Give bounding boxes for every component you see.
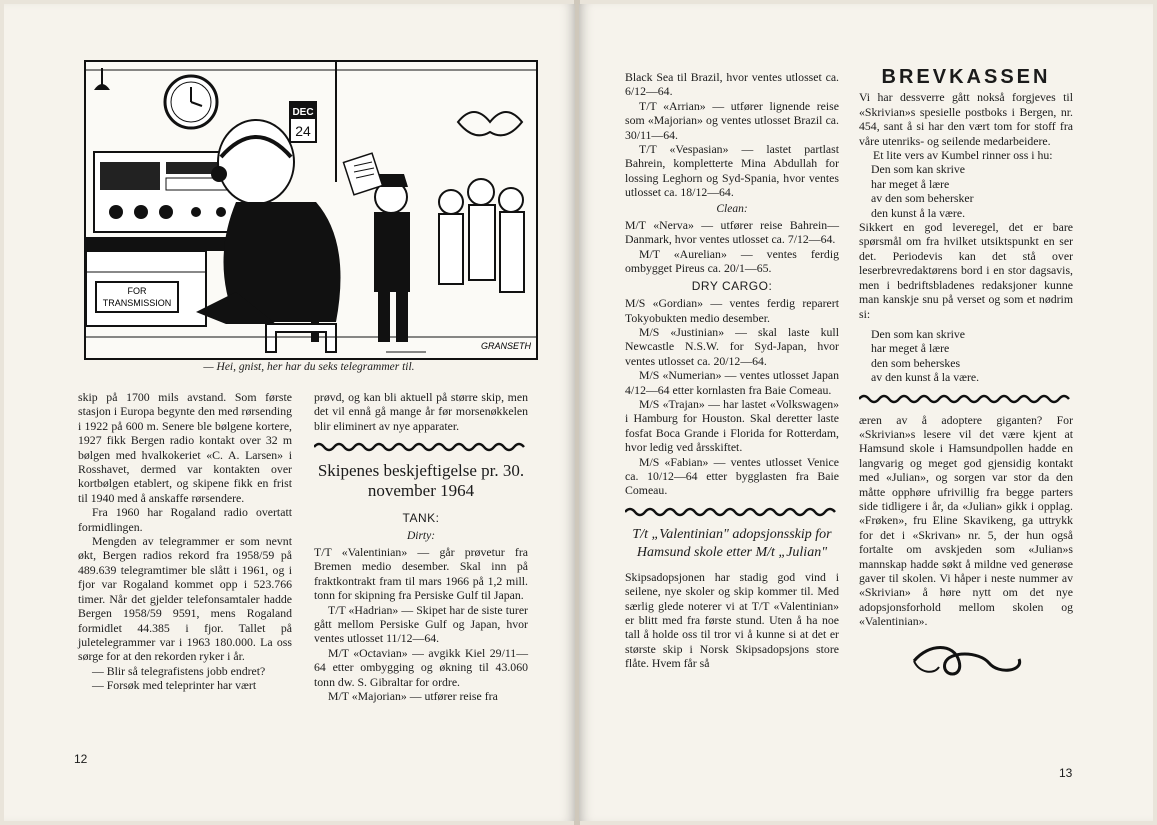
- flourish-ornament: [859, 641, 1073, 681]
- paragraph: M/T «Octavian» — avgikk Kiel 29/11—64 etter ombygging og økning til 43.060 tonn dw. S. Gibraltar for ordre.: [314, 645, 528, 689]
- paragraph: M/S «Trajan» — har lastet «Volkswagen» i Hamburg for Houston. Skal deretter laste fosfat Boca Grande i Florida for Rotterdam, hvor ledig ved årsskiftet.: [625, 396, 839, 455]
- wave-ornament-divider: [625, 506, 839, 518]
- paragraph: æren av å adoptere giganten? For «Skrivian»s lesere vil det være kjent at Hamsund skole i Hamsundpollen hadde en langvarig og meget god gjensidig kontakt med «Julian», og sorgen var stor da den måtte opphøre ufrivillig fra begge parters side tidligere i år, da «Julian» gikk i opplag. «Frøken», fru Eline Skavikeng, ga uttrykk for det i «Skrivan» nr. 5, der hun også fortalte om avskjeden som «Julian»s mannskap hadde søkt å mildne ved generøse gaver til skolen. Vi håper i neste nummer av «Skrivian» å høre nytt om det nye adopsjonsforhold mellom skolen og «Valentinian».: [859, 412, 1073, 629]
- right-column-2: [859, 66, 1073, 681]
- paragraph: prøvd, og kan bli aktuell på større skip, men det vil ennå gå mange år før morsenøkkelen blir eliminert av nye apparater.: [314, 390, 528, 433]
- paragraph: M/S «Numerian» — ventes utlosset Japan 4/12—64 etter kornlasten fra Baie Comeau.: [625, 368, 839, 397]
- paragraph: M/S «Fabian» — ventes utlosset Venice ca. 10/12—64 etter bygglasten fra Baie Comeau.: [625, 454, 839, 498]
- calendar-day: 24: [295, 123, 311, 139]
- paragraph: Fra 1960 har Rogaland radio overtatt formidlingen.: [78, 505, 292, 534]
- left-column-2: [314, 390, 528, 704]
- paragraph: T/T «Arrian» — utfører lignende reise som «Majorian» og ventes utlosset Brazil ca. 30/11—64.: [625, 98, 839, 142]
- section-label-tank: TANK:: [402, 511, 440, 526]
- paragraph: T/T «Hadrian» — Skipet har de siste turer gått mellom Persiske Gulf og Japan, hvor ventes utlosset 11/12—64.: [314, 602, 528, 646]
- verse-line: Den som kan skrive: [871, 162, 966, 177]
- right-page: [579, 4, 1153, 821]
- brevkassen-heading: BREVKASSEN: [881, 66, 1051, 88]
- paragraph: skip på 1700 mils avstand. Som første stasjon i Europa begynte den med rørsending i 1922 på 600 m. Senere ble bølgene kortere, 1927 fikk Bergen radio kontakt over 32 m bølgen med hvalkokeriet «C. A. Larsen» i Rosshavet, dermed var kontakten over kortbølgen etablert, og skipene fikk en frist til 1940 med å anskaffe rørsendere.: [78, 390, 292, 505]
- paragraph: Skipsadopsjonen har stadig god vind i seilene, nye skoler og skip kommer til. Med særlig glede noterer vi at T/T «Valentinian» er blitt med fra første stund. Uten å ha noe tall å holde oss til tror vi å kunne si at det er største skip i Norsk Skipsadopsjons store flåte. Hvem får så: [625, 569, 839, 671]
- left-page: [4, 4, 575, 821]
- verse-2: [859, 327, 1073, 385]
- verse-line: den som beherskes: [871, 355, 961, 370]
- left-column-1: [78, 390, 292, 693]
- paragraph: — Blir så telegrafistens jobb endret?: [92, 663, 266, 678]
- paragraph: M/T «Aurelian» — ventes ferdig ombygget Pireus ca. 20/1—65.: [625, 246, 839, 276]
- verse-1: [859, 162, 1073, 220]
- paragraph: Mengden av telegrammer er som nevnt økt, Bergen radios rekord fra 1958/59 på 489.639 telegramtimer ble slått i 1961, og i fjor var Rogaland kommet opp i 523.766 timer. Når det gjelder telefonsamtaler hadde Bergen 1958/59 9591, mens Rogaland formidlet 44.385 i fjor. Tallet på juletelegrammer var i 1963 180.000. La oss sørge for at den rekorden ryker i år.: [78, 534, 292, 664]
- paragraph: M/S «Gordian» — ventes ferdig reparert Tokyobukten medio desember.: [625, 296, 839, 325]
- wave-ornament-divider: [314, 441, 528, 453]
- verse-line: har meget å lære: [871, 176, 950, 191]
- paragraph: Vi har dessverre gått nokså forgjeves til «Skrivian»s spesielle postboks i Bergen, nr. 454, sant å si har den vært tom for stoff fra våre utenriks- og seilende medarbeidere.: [859, 90, 1073, 148]
- subsection-label-clean: Clean:: [716, 202, 748, 215]
- right-column-1: [625, 70, 839, 671]
- paragraph: Et lite vers av Kumbel rinner oss i hu:: [873, 148, 1053, 163]
- section-label-dry-cargo: DRY CARGO:: [691, 278, 773, 293]
- artist-signature: GRANSETH: [480, 341, 532, 351]
- radio-room-cartoon: [84, 60, 538, 360]
- verse-line: har meget å lære: [871, 341, 950, 356]
- paragraph: — Forsøk med teleprinter har vært: [92, 678, 257, 693]
- page-number-right: 13: [1059, 766, 1073, 780]
- paragraph: M/S «Justinian» — skal laste kull Newcastle N.S.W. for Syd-Japan, hvor ventes utlosset ca. 20/12—64.: [625, 324, 839, 368]
- section-title: Skipenes beskjeftigelse pr. 30. november 1964: [317, 461, 525, 501]
- paragraph: Black Sea til Brazil, hvor ventes utlosset ca. 6/12—64.: [625, 70, 839, 99]
- verse-line: Den som kan skrive: [871, 326, 966, 341]
- verse-line: av den som behersker: [871, 191, 974, 206]
- adoption-article-title: T/t „Valentinian" adopsjonsskip for Hamsund skole etter M/t „Julian": [632, 526, 832, 560]
- crate-label-bottom: TRANSMISSION: [102, 298, 172, 308]
- verse-line: av den kunst å la være.: [871, 370, 980, 385]
- crate-label-top: FOR: [127, 286, 147, 296]
- subsection-label-dirty: Dirty:: [406, 529, 436, 542]
- paragraph: M/T «Nerva» — utfører reise Bahrein—Danmark, hvor ventes utlosset ca. 7/12—64.: [625, 218, 839, 247]
- calendar-month: DEC: [292, 107, 314, 118]
- page-number-left: 12: [74, 752, 88, 766]
- paragraph: T/T «Valentinian» — går prøvetur fra Bremen medio desember. Skal inn på fraktkontrakt fram til mars 1966 på 1,2 mill. tonn for skipning fra Persiske Gulf til Japan.: [314, 545, 528, 603]
- verse-line: den kunst å la være.: [871, 205, 966, 220]
- paragraph: Sikkert en god leveregel, det er bare spørsmål om fra hvilket utsiktspunkt en ser det. Periodevis kan det stå over leserbrevredaktørens bord i en stor dagsavis, men i bedriftsbladenes redaksjoner kunne man kanskje snu på verset og som et nødrim si:: [859, 220, 1073, 321]
- wave-ornament-divider: [859, 393, 1073, 405]
- cartoon-drawing: [86, 62, 536, 358]
- paragraph: M/T «Majorian» — utfører reise fra: [328, 689, 498, 704]
- paragraph: T/T «Vespasian» — lastet partlast Bahrein, kompletterte Mina Abdullah for lossing Leghorn og Syd-Spania, hvor ventes utlosset ca. 18/12—64.: [625, 142, 839, 200]
- cartoon-caption: — Hei, gnist, her har du seks telegrammer til.: [203, 361, 415, 373]
